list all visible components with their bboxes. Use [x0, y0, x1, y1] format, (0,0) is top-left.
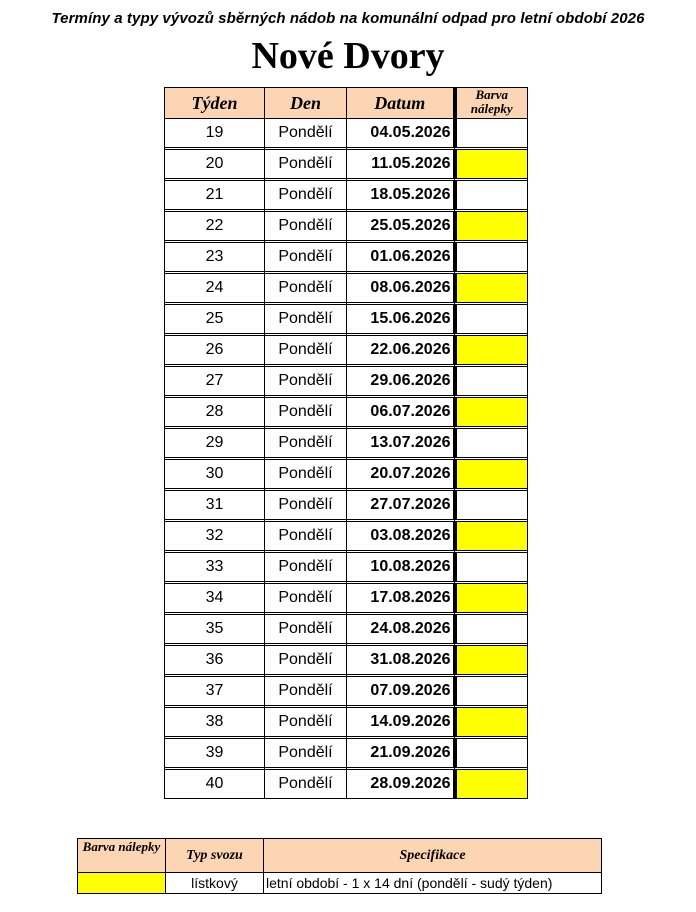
sticker-color-cell: [455, 243, 528, 272]
sticker-color-cell: [455, 367, 528, 396]
legend-body: [78, 873, 602, 894]
day-cell: Pondělí: [265, 770, 347, 799]
date-cell: 14.09.2026: [347, 708, 455, 737]
date-cell: 22.06.2026: [347, 336, 455, 365]
week-cell: 27: [165, 367, 265, 396]
date-cell: 11.05.2026: [347, 150, 455, 179]
sticker-color-cell: [455, 522, 528, 551]
table-row: [165, 429, 528, 458]
week-cell: 38: [165, 708, 265, 737]
date-cell: 24.08.2026: [347, 615, 455, 644]
table-row: [165, 522, 528, 551]
date-cell: 29.06.2026: [347, 367, 455, 396]
sticker-color-cell: [455, 212, 528, 241]
day-cell: Pondělí: [265, 553, 347, 582]
date-cell: 27.07.2026: [347, 491, 455, 520]
sticker-color-cell: [455, 181, 528, 210]
legend-table: [77, 838, 602, 894]
table-row: [165, 646, 528, 675]
day-cell: Pondělí: [265, 584, 347, 613]
legend-type-cell: lístkový: [166, 873, 264, 894]
week-cell: 31: [165, 491, 265, 520]
week-cell: 26: [165, 336, 265, 365]
table-row: [165, 491, 528, 520]
table-row: [165, 181, 528, 210]
sticker-color-cell: [455, 150, 528, 179]
day-cell: Pondělí: [265, 181, 347, 210]
week-cell: 40: [165, 770, 265, 799]
date-cell: 03.08.2026: [347, 522, 455, 551]
day-cell: Pondělí: [265, 739, 347, 768]
week-cell: 29: [165, 429, 265, 458]
day-cell: Pondělí: [265, 429, 347, 458]
sticker-color-cell: [455, 429, 528, 458]
day-cell: Pondělí: [265, 460, 347, 489]
week-cell: 20: [165, 150, 265, 179]
day-cell: Pondělí: [265, 243, 347, 272]
week-cell: 19: [165, 119, 265, 148]
table-row: [165, 367, 528, 396]
week-cell: 21: [165, 181, 265, 210]
sticker-color-cell: [455, 398, 528, 427]
legend-row: [78, 873, 602, 894]
table-row: [165, 584, 528, 613]
date-cell: 04.05.2026: [347, 119, 455, 148]
day-cell: Pondělí: [265, 212, 347, 241]
legend-header-spec: Specifikace: [264, 839, 602, 873]
date-cell: 25.05.2026: [347, 212, 455, 241]
sticker-color-cell: [455, 460, 528, 489]
date-cell: 07.09.2026: [347, 677, 455, 706]
sticker-color-cell: [455, 491, 528, 520]
date-cell: 17.08.2026: [347, 584, 455, 613]
legend-header-row: [78, 839, 602, 873]
day-cell: Pondělí: [265, 615, 347, 644]
day-cell: Pondělí: [265, 522, 347, 551]
table-row: [165, 243, 528, 272]
schedule-header-row: [165, 88, 528, 119]
date-cell: 06.07.2026: [347, 398, 455, 427]
date-cell: 10.08.2026: [347, 553, 455, 582]
day-cell: Pondělí: [265, 119, 347, 148]
date-cell: 18.05.2026: [347, 181, 455, 210]
week-cell: 35: [165, 615, 265, 644]
schedule-body: [165, 119, 528, 799]
date-cell: 01.06.2026: [347, 243, 455, 272]
day-cell: Pondělí: [265, 274, 347, 303]
sticker-color-cell: [455, 119, 528, 148]
date-cell: 21.09.2026: [347, 739, 455, 768]
page-subtitle: Termíny a typy vývozů sběrných nádob na komunální odpad pro letní období 2026: [51, 10, 645, 27]
legend-spec-cell: letní období - 1 x 14 dní (pondělí - sudý týden): [264, 873, 602, 894]
table-row: [165, 150, 528, 179]
day-cell: Pondělí: [265, 305, 347, 334]
table-row: [165, 398, 528, 427]
week-cell: 25: [165, 305, 265, 334]
sticker-color-cell: [455, 770, 528, 799]
legend-header-sticker-color: Barva nálepky: [78, 839, 166, 873]
sticker-color-cell: [455, 305, 528, 334]
day-cell: Pondělí: [265, 367, 347, 396]
sticker-color-cell: [455, 708, 528, 737]
sticker-color-cell: [455, 336, 528, 365]
date-cell: 15.06.2026: [347, 305, 455, 334]
week-cell: 33: [165, 553, 265, 582]
date-cell: 20.07.2026: [347, 460, 455, 489]
table-row: [165, 708, 528, 737]
week-cell: 34: [165, 584, 265, 613]
day-cell: Pondělí: [265, 646, 347, 675]
column-header-day: Den: [265, 88, 347, 119]
table-row: [165, 336, 528, 365]
column-header-date: Datum: [347, 88, 455, 119]
week-cell: 30: [165, 460, 265, 489]
sticker-color-cell: [455, 274, 528, 303]
sticker-color-cell: [455, 615, 528, 644]
week-cell: 22: [165, 212, 265, 241]
table-row: [165, 212, 528, 241]
table-row: [165, 274, 528, 303]
page-title: Nové Dvory: [251, 35, 445, 77]
table-row: [165, 615, 528, 644]
day-cell: Pondělí: [265, 708, 347, 737]
sticker-color-cell: [455, 584, 528, 613]
column-header-week: Týden: [165, 88, 265, 119]
week-cell: 24: [165, 274, 265, 303]
date-cell: 31.08.2026: [347, 646, 455, 675]
legend-color-swatch: [78, 873, 166, 894]
schedule-table: [164, 87, 528, 799]
sticker-color-cell: [455, 739, 528, 768]
table-row: [165, 739, 528, 768]
sticker-color-cell: [455, 677, 528, 706]
day-cell: Pondělí: [265, 398, 347, 427]
column-header-sticker-color: Barva nálepky: [455, 88, 528, 119]
week-cell: 37: [165, 677, 265, 706]
week-cell: 28: [165, 398, 265, 427]
date-cell: 08.06.2026: [347, 274, 455, 303]
date-cell: 13.07.2026: [347, 429, 455, 458]
table-row: [165, 553, 528, 582]
date-cell: 28.09.2026: [347, 770, 455, 799]
table-row: [165, 770, 528, 799]
table-row: [165, 460, 528, 489]
week-cell: 39: [165, 739, 265, 768]
table-row: [165, 677, 528, 706]
week-cell: 23: [165, 243, 265, 272]
day-cell: Pondělí: [265, 491, 347, 520]
sticker-color-cell: [455, 646, 528, 675]
day-cell: Pondělí: [265, 677, 347, 706]
legend-header-type: Typ svozu: [166, 839, 264, 873]
day-cell: Pondělí: [265, 150, 347, 179]
week-cell: 32: [165, 522, 265, 551]
table-row: [165, 305, 528, 334]
sticker-color-cell: [455, 553, 528, 582]
day-cell: Pondělí: [265, 336, 347, 365]
week-cell: 36: [165, 646, 265, 675]
table-row: [165, 119, 528, 148]
